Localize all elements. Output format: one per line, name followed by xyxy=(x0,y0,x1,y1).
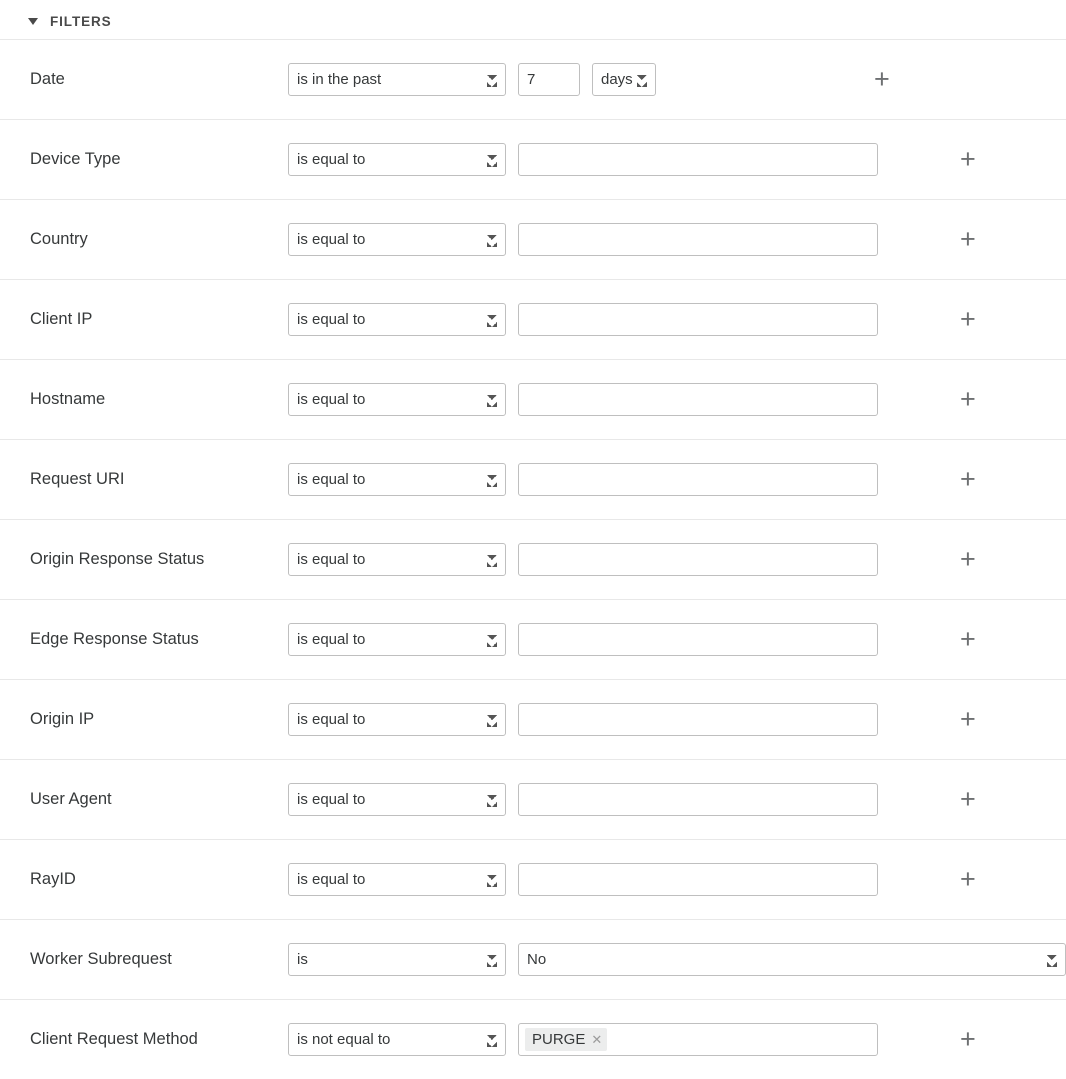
operator-select-wrap xyxy=(288,1023,506,1056)
operator-select-hostname[interactable] xyxy=(288,383,506,416)
value-input-request-uri[interactable] xyxy=(518,463,878,496)
operator-select-wrap xyxy=(288,383,506,416)
value-input-edge-response-status[interactable] xyxy=(518,623,878,656)
date-amount-input[interactable] xyxy=(518,63,580,96)
filter-label: Hostname xyxy=(30,390,106,408)
add-filter-button[interactable]: + xyxy=(960,464,976,494)
token-label: PURGE xyxy=(532,1031,586,1048)
add-filter-button[interactable]: + xyxy=(960,704,976,734)
value-input-device-type[interactable] xyxy=(518,143,878,176)
add-filter-button[interactable]: + xyxy=(960,544,976,574)
filter-row-client-ip xyxy=(0,279,1066,359)
operator-select-request-uri[interactable] xyxy=(288,463,506,496)
filter-row-client-request-method xyxy=(0,999,1066,1079)
add-filter-button[interactable]: + xyxy=(960,224,976,254)
add-filter-button[interactable]: + xyxy=(960,144,976,174)
add-filter-button[interactable]: + xyxy=(874,64,890,94)
operator-select-client-request-method[interactable] xyxy=(288,1023,506,1056)
filters-header[interactable] xyxy=(0,0,1066,39)
filter-row-date xyxy=(0,39,1066,119)
close-icon[interactable]: ✕ xyxy=(591,1032,603,1047)
add-filter-button[interactable]: + xyxy=(960,864,976,894)
operator-select-rayid[interactable] xyxy=(288,863,506,896)
filter-row-rayid xyxy=(0,839,1066,919)
filters-title: FILTERS xyxy=(50,14,112,29)
filter-label: Worker Subrequest xyxy=(30,950,172,968)
operator-select-wrap xyxy=(288,463,506,496)
value-select-worker-subrequest[interactable] xyxy=(518,943,1066,976)
filter-rows xyxy=(0,39,1066,1079)
filter-row-edge-response-status xyxy=(0,599,1066,679)
operator-select-device-type[interactable] xyxy=(288,143,506,176)
operator-select-country[interactable] xyxy=(288,223,506,256)
filter-label: Device Type xyxy=(30,150,121,168)
operator-select-wrap xyxy=(288,543,506,576)
filter-label: User Agent xyxy=(30,790,112,808)
token-chip xyxy=(525,1028,607,1051)
operator-select-wrap xyxy=(288,143,506,176)
operator-select-wrap xyxy=(288,303,506,336)
filter-row-user-agent xyxy=(0,759,1066,839)
operator-select-edge-response-status[interactable] xyxy=(288,623,506,656)
filter-row-worker-subrequest xyxy=(0,919,1066,999)
operator-select-worker-subrequest[interactable] xyxy=(288,943,506,976)
value-input-hostname[interactable] xyxy=(518,383,878,416)
filter-label: Request URI xyxy=(30,470,125,488)
value-input-origin-ip[interactable] xyxy=(518,703,878,736)
operator-select-user-agent[interactable] xyxy=(288,783,506,816)
value-input-user-agent[interactable] xyxy=(518,783,878,816)
filter-row-device-type xyxy=(0,119,1066,199)
value-input-country[interactable] xyxy=(518,223,878,256)
value-input-client-ip[interactable] xyxy=(518,303,878,336)
filter-row-country xyxy=(0,199,1066,279)
operator-select-wrap xyxy=(288,623,506,656)
filter-label: Edge Response Status xyxy=(30,630,199,648)
filter-row-origin-response-status xyxy=(0,519,1066,599)
add-filter-button[interactable]: + xyxy=(960,384,976,414)
operator-select-wrap xyxy=(288,783,506,816)
operator-select-date[interactable] xyxy=(288,63,506,96)
date-unit-select[interactable] xyxy=(592,63,656,96)
filter-label: Date xyxy=(30,70,65,88)
caret-down-icon[interactable] xyxy=(28,18,38,25)
filter-label: Origin Response Status xyxy=(30,550,205,568)
add-filter-button[interactable]: + xyxy=(960,784,976,814)
operator-select-origin-ip[interactable] xyxy=(288,703,506,736)
filter-row-hostname xyxy=(0,359,1066,439)
operator-select-origin-response-status[interactable] xyxy=(288,543,506,576)
filter-label: Client IP xyxy=(30,310,93,328)
token-input-client-request-method[interactable] xyxy=(518,1023,878,1056)
duration-group xyxy=(518,63,656,96)
operator-select-wrap xyxy=(288,223,506,256)
add-filter-button[interactable]: + xyxy=(960,1024,976,1054)
filter-label: Client Request Method xyxy=(30,1030,198,1048)
filter-label: Origin IP xyxy=(30,710,95,728)
operator-select-wrap xyxy=(288,943,506,976)
operator-select-wrap xyxy=(288,703,506,736)
filter-label: Country xyxy=(30,230,88,248)
operator-select-client-ip[interactable] xyxy=(288,303,506,336)
add-filter-button[interactable]: + xyxy=(960,624,976,654)
filter-row-request-uri xyxy=(0,439,1066,519)
filter-label: RayID xyxy=(30,870,76,888)
value-input-origin-response-status[interactable] xyxy=(518,543,878,576)
filter-row-origin-ip xyxy=(0,679,1066,759)
operator-select-wrap xyxy=(288,63,506,96)
operator-select-wrap xyxy=(288,863,506,896)
add-filter-button[interactable]: + xyxy=(960,304,976,334)
value-input-rayid[interactable] xyxy=(518,863,878,896)
